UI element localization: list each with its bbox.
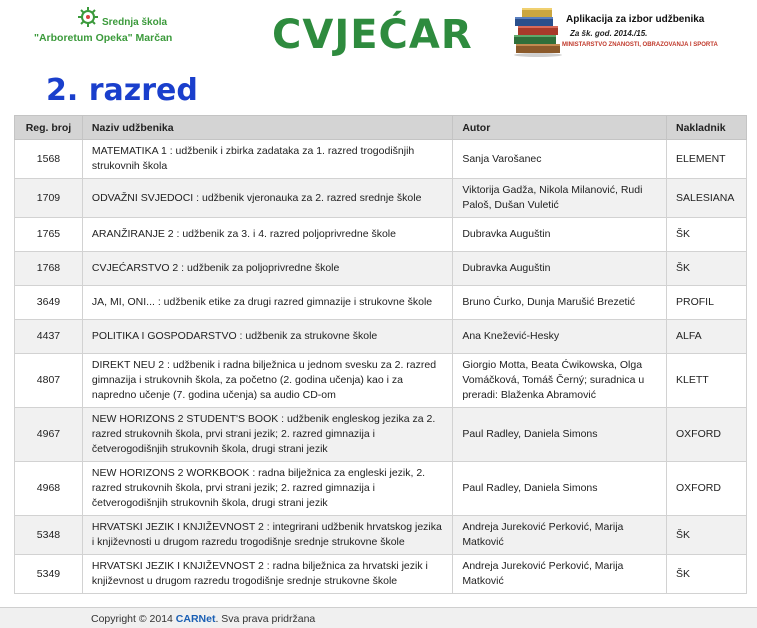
cell-publisher: PROFIL xyxy=(667,286,747,320)
app-ministry: MINISTARSTVO ZNANOSTI, OBRAZOVANJA I SPORTA xyxy=(562,42,718,48)
cell-publisher: ŠK xyxy=(667,252,747,286)
cell-name: HRVATSKI JEZIK I KNJIŽEVNOST 2 : radna bilježnica za hrvatski jezik i književnost u drugom razredu trogodišnje srednje strukovne škole xyxy=(82,555,452,594)
cell-author: Giorgio Motta, Beata Ćwikowska, Olga Vomáčková, Tomáš Černý; suradnica u preradi: Blaženka Abramović xyxy=(453,354,667,408)
school-logo-block[interactable] xyxy=(20,6,190,46)
copyright-suffix: . Sva prava pridržana xyxy=(215,613,316,625)
table-row xyxy=(15,516,747,555)
cell-publisher: ELEMENT xyxy=(667,140,747,179)
cell-publisher: OXFORD xyxy=(667,462,747,516)
cell-name: DIREKT NEU 2 : udžbenik i radna bilježnica u jednom svesku za 2. razred gimnazija i strukovnih škola, za početno (2. godina učenja) kao i za napredno učenje (7. godina učenja) sa audio CD-om xyxy=(82,354,452,408)
cell-publisher: KLETT xyxy=(667,354,747,408)
cell-name: JA, MI, ONI... : udžbenik etike za drugi razred gimnazije i strukovne škole xyxy=(82,286,452,320)
cell-author: Viktorija Gadža, Nikola Milanović, Rudi Paloš, Dušan Vuletić xyxy=(453,179,667,218)
cell-author: Paul Radley, Daniela Simons xyxy=(453,408,667,462)
cell-publisher: ŠK xyxy=(667,555,747,594)
school-logo-icon xyxy=(75,6,101,28)
cell-reg: 3649 xyxy=(15,286,83,320)
grade-title: 2. razred xyxy=(46,73,198,108)
table-row xyxy=(15,286,747,320)
cell-reg: 1765 xyxy=(15,218,83,252)
copyright-prefix: Copyright © 2014 xyxy=(91,613,176,625)
column-header-name[interactable]: Naziv udžbenika xyxy=(82,116,452,140)
school-name-line2: "Arboretum Opeka" Marčan xyxy=(34,32,173,44)
cell-reg: 4437 xyxy=(15,320,83,354)
table-row xyxy=(15,252,747,286)
cell-publisher: SALESIANA xyxy=(667,179,747,218)
cell-author: Andreja Jureković Perković, Marija Matković xyxy=(453,555,667,594)
cell-name: HRVATSKI JEZIK I KNJIŽEVNOST 2 : integrirani udžbenik hrvatskog jezika i književnosti u drugom razredu trogodišnje srednje strukovne škole xyxy=(82,516,452,555)
column-header-author[interactable]: Autor xyxy=(453,116,667,140)
app-logo-block[interactable] xyxy=(510,4,750,60)
copyright-text xyxy=(91,613,315,625)
app-title: Aplikacija za izbor udžbenika xyxy=(566,14,705,25)
school-name-line1: Srednja škola xyxy=(102,17,168,28)
cell-name: CVJEĆARSTVO 2 : udžbenik za poljoprivredne škole xyxy=(82,252,452,286)
cell-publisher: ŠK xyxy=(667,218,747,252)
cell-publisher: ŠK xyxy=(667,516,747,555)
cell-publisher: OXFORD xyxy=(667,408,747,462)
cell-author: Dubravka Auguštin xyxy=(453,218,667,252)
cell-author: Bruno Ćurko, Dunja Marušić Brezetić xyxy=(453,286,667,320)
cell-reg: 5349 xyxy=(15,555,83,594)
cell-name: ARANŽIRANJE 2 : udžbenik za 3. i 4. razred poljoprivredne škole xyxy=(82,218,452,252)
page-footer xyxy=(0,607,757,628)
table-row xyxy=(15,354,747,408)
cell-reg: 1568 xyxy=(15,140,83,179)
page-header xyxy=(0,0,757,75)
table-row xyxy=(15,555,747,594)
cell-reg: 4967 xyxy=(15,408,83,462)
carnet-link[interactable]: CARNet xyxy=(175,613,216,625)
table-row xyxy=(15,462,747,516)
cell-publisher: ALFA xyxy=(667,320,747,354)
cell-reg: 5348 xyxy=(15,516,83,555)
cell-author: Dubravka Auguštin xyxy=(453,252,667,286)
column-header-publisher[interactable]: Nakladnik xyxy=(667,116,747,140)
column-header-reg[interactable]: Reg. broj xyxy=(15,116,83,140)
table-row xyxy=(15,408,747,462)
cell-reg: 1768 xyxy=(15,252,83,286)
cell-author: Ana Knežević-Hesky xyxy=(453,320,667,354)
cell-author: Paul Radley, Daniela Simons xyxy=(453,462,667,516)
table-row xyxy=(15,140,747,179)
table-row xyxy=(15,179,747,218)
table-header-row xyxy=(15,116,747,140)
table-row xyxy=(15,320,747,354)
cell-reg: 1709 xyxy=(15,179,83,218)
cell-name: NEW HORIZONS 2 WORKBOOK : radna bilježnica za engleski jezik, 2. razred strukovnih škola, prvi strani jezik; 2. razred gimnazija i četverogodišnjih strukovnih škola, drugi strani jezik xyxy=(82,462,452,516)
books-stack-icon xyxy=(510,4,564,58)
table-row xyxy=(15,218,747,252)
cell-name: NEW HORIZONS 2 STUDENT'S BOOK : udžbenik engleskog jezika za 2. razred strukovnih škola, prvi strani jezik; 2. razred gimnazija i četverogodišnjih strukovnih škola, drugi strani jezik xyxy=(82,408,452,462)
cell-name: POLITIKA I GOSPODARSTVO : udžbenik za strukovne škole xyxy=(82,320,452,354)
cell-author: Sanja Varošanec xyxy=(453,140,667,179)
site-title[interactable]: CVJEĆAR xyxy=(272,12,473,58)
cell-author: Andreja Jureković Perković, Marija Matković xyxy=(453,516,667,555)
cell-reg: 4807 xyxy=(15,354,83,408)
cell-name: MATEMATIKA 1 : udžbenik i zbirka zadataka za 1. razred trogodišnjih strukovnih škola xyxy=(82,140,452,179)
cell-name: ODVAŽNI SVJEDOCI : udžbenik vjeronauka za 2. razred srednje škole xyxy=(82,179,452,218)
textbooks-table xyxy=(14,115,747,594)
cell-reg: 4968 xyxy=(15,462,83,516)
app-school-year: Za šk. god. 2014./15. xyxy=(570,29,648,38)
